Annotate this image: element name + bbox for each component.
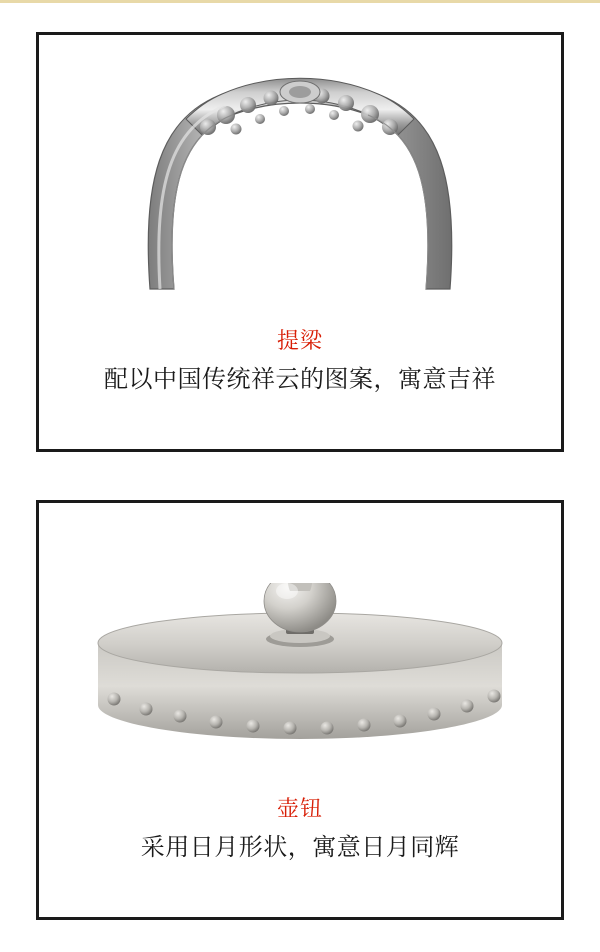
handle-illustration xyxy=(130,61,470,291)
card-handle-title: 提梁 xyxy=(276,328,323,353)
card-knob-title: 壶钮 xyxy=(276,796,323,821)
card-knob xyxy=(36,500,564,920)
card-handle-description: 配以中国传统祥云的图案，寓意吉祥 xyxy=(104,366,496,393)
card-handle xyxy=(36,32,564,452)
handle-arc-icon xyxy=(130,61,470,291)
teapot-handle-photo xyxy=(39,35,561,321)
top-divider xyxy=(0,0,600,3)
teapot-lid-knob-photo xyxy=(39,503,561,789)
knob-illustration xyxy=(39,503,561,789)
card-knob-description: 采用日月形状，寓意日月同辉 xyxy=(140,834,460,861)
lid-knob-icon xyxy=(90,583,510,783)
